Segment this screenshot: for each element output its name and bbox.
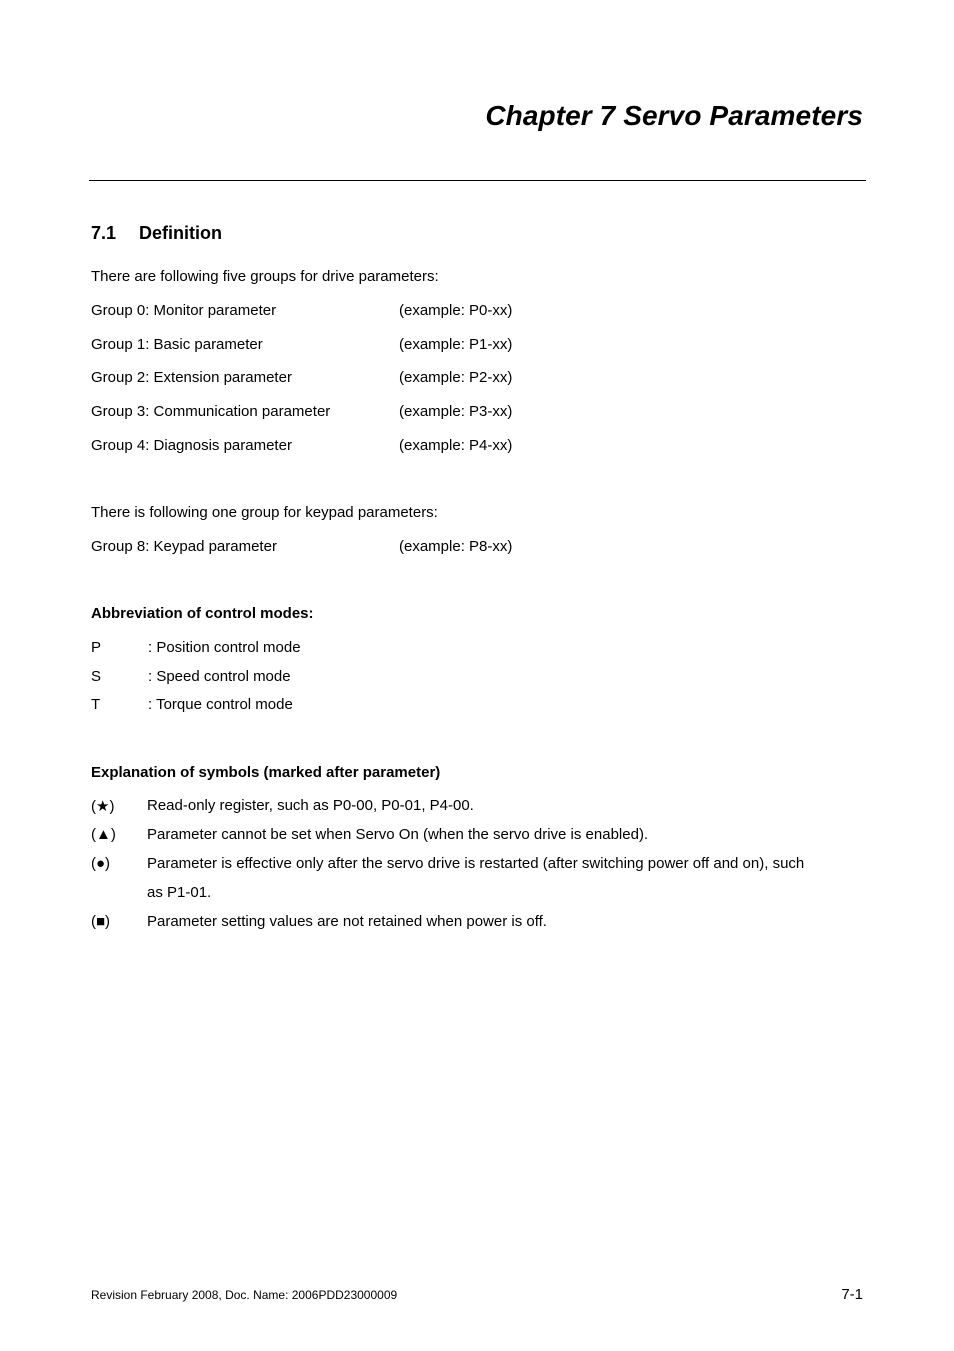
mode-desc: : Torque control mode	[148, 696, 293, 713]
footer-revision: Revision February 2008, Doc. Name: 2006PDD23000009	[91, 1288, 398, 1302]
section-number: 7.1	[91, 223, 117, 243]
footer-page-number: 7-1	[841, 1286, 863, 1303]
chapter-title: Chapter 7 Servo Parameters	[485, 100, 863, 131]
group-example: (example: P4-xx)	[399, 437, 513, 454]
header-divider	[89, 180, 866, 181]
mode-letter: T	[91, 696, 101, 713]
control-modes-heading: Abbreviation of control modes:	[91, 605, 314, 622]
mode-row	[91, 639, 301, 656]
group-name: Group 0: Monitor parameter	[91, 302, 277, 319]
group-example: (example: P8-xx)	[399, 538, 513, 555]
symbol-desc: Parameter is effective only after the servo drive is restarted (after switching power off and on), such	[147, 855, 805, 872]
group-row	[91, 538, 513, 555]
group-row	[91, 302, 513, 319]
symbol-desc: Parameter cannot be set when Servo On (when the servo drive is enabled).	[147, 826, 649, 843]
symbol-desc-continued: as P1-01.	[147, 884, 212, 901]
mode-desc: : Position control mode	[148, 639, 301, 656]
symbol-desc: Read-only register, such as P0-00, P0-01, P4-00.	[147, 797, 474, 814]
group-row	[91, 437, 513, 454]
square-icon: (■)	[91, 913, 111, 930]
mode-row	[91, 696, 293, 713]
drive-groups-intro: There are following five groups for drive parameters:	[91, 268, 439, 285]
circle-icon: (●)	[91, 855, 111, 872]
symbol-desc: Parameter setting values are not retained when power is off.	[147, 913, 547, 930]
mode-letter: S	[91, 668, 102, 685]
group-name: Group 2: Extension parameter	[91, 369, 292, 386]
section-title: Definition	[139, 223, 222, 243]
group-name: Group 3: Communication parameter	[91, 403, 331, 420]
mode-letter: P	[91, 639, 102, 656]
group-example: (example: P3-xx)	[399, 403, 513, 420]
group-row	[91, 369, 513, 386]
group-row	[91, 336, 513, 353]
mode-desc: : Speed control mode	[148, 668, 291, 685]
group-name: Group 8: Keypad parameter	[91, 538, 277, 555]
group-row	[91, 403, 513, 420]
triangle-icon: (▲)	[91, 826, 116, 843]
group-name: Group 1: Basic parameter	[91, 336, 263, 353]
mode-row	[91, 668, 291, 685]
star-icon: (★)	[91, 798, 115, 815]
group-name: Group 4: Diagnosis parameter	[91, 437, 292, 454]
group-example: (example: P1-xx)	[399, 336, 513, 353]
keypad-groups-intro: There is following one group for keypad parameters:	[91, 504, 438, 521]
group-example: (example: P0-xx)	[399, 302, 513, 319]
symbols-heading: Explanation of symbols (marked after parameter)	[91, 764, 441, 781]
section-heading	[91, 223, 222, 244]
group-example: (example: P2-xx)	[399, 369, 513, 386]
